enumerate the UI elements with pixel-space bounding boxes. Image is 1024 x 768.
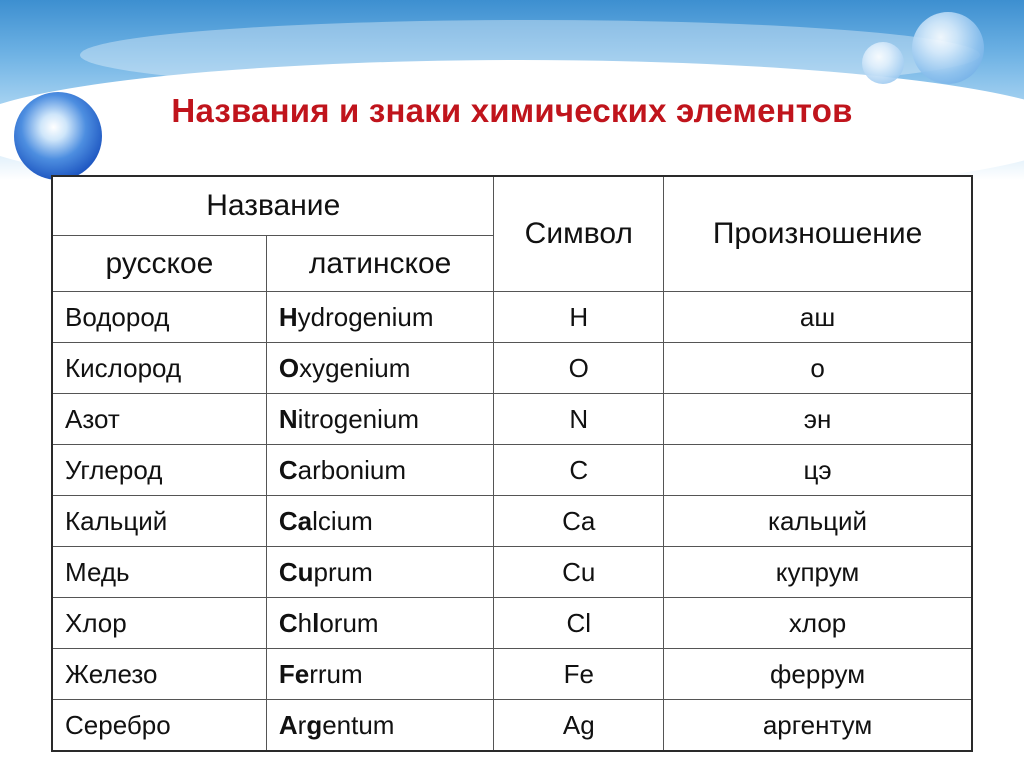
cell-symbol: Fe [494,649,664,700]
header-pronunciation: Произношение [664,176,972,292]
cell-pronunciation: аш [664,292,972,343]
cell-russian-name: Серебро [52,700,266,752]
latin-rest-letters: itrogenium [297,403,420,434]
latin-rest-letters: xygenium [299,352,411,383]
cell-russian-name: Кальций [52,496,266,547]
cell-russian-name: Медь [52,547,266,598]
cell-pronunciation: цэ [664,445,972,496]
cell-pronunciation: хлор [664,598,972,649]
cell-latin-name [266,496,494,547]
cell-latin-name [266,700,494,752]
latin-rest-letters: rrum [309,658,363,689]
latin-symbol-letters: A [278,709,298,740]
cell-symbol: Cu [494,547,664,598]
cell-pronunciation: купрум [664,547,972,598]
cell-latin-name [266,394,494,445]
header-symbol: Символ [494,176,664,292]
cell-pronunciation: о [664,343,972,394]
cell-russian-name: Водород [52,292,266,343]
latin-rest-letters: orum [319,607,379,638]
cell-symbol: Ca [494,496,664,547]
latin-rest-letters: arbonium [297,454,407,485]
table-row [52,292,972,343]
cell-pronunciation: аргентум [664,700,972,752]
header-name: Название [52,176,494,236]
header-russian: русское [52,236,266,292]
latin-rest-letters: entum [322,709,395,740]
table-row [52,700,972,752]
cell-pronunciation: феррум [664,649,972,700]
cell-russian-name: Углерод [52,445,266,496]
cell-russian-name: Железо [52,649,266,700]
latin-rest-letters: ydrogenium [297,301,434,332]
cell-russian-name: Кислород [52,343,266,394]
latin-rest-letters: h [297,607,313,638]
table-row [52,496,972,547]
latin-symbol-letters: g [306,709,323,740]
decorative-orb-right-small [862,42,904,84]
latin-rest-letters: r [297,709,307,740]
cell-latin-name [266,598,494,649]
cell-symbol: Cl [494,598,664,649]
header-row [52,176,972,236]
table-row [52,343,972,394]
cell-symbol: Ag [494,700,664,752]
decorative-orb-right-large [912,12,984,84]
cell-symbol: C [494,445,664,496]
cell-latin-name [266,445,494,496]
latin-symbol-letters: Fe [278,658,310,689]
table-row [52,547,972,598]
cell-pronunciation: эн [664,394,972,445]
cell-pronunciation: кальций [664,496,972,547]
latin-symbol-letters: Cu [278,556,314,587]
header-banner [0,0,1024,180]
cell-latin-name [266,649,494,700]
latin-symbol-letters: Ca [278,505,313,536]
table-body [52,292,972,752]
latin-rest-letters: lcium [312,505,373,536]
latin-symbol-letters: C [278,607,298,638]
cell-latin-name [266,547,494,598]
table-row [52,598,972,649]
cell-symbol: O [494,343,664,394]
header-latin: латинское [266,236,494,292]
table-row [52,649,972,700]
table-row [52,445,972,496]
slide-title: Названия и знаки химических элементов [171,92,853,129]
latin-symbol-letters: l [312,607,320,638]
cell-symbol: N [494,394,664,445]
cell-latin-name [266,343,494,394]
latin-symbol-letters: H [278,301,298,332]
table-row [52,394,972,445]
cell-latin-name [266,292,494,343]
cell-symbol: H [494,292,664,343]
latin-symbol-letters: O [278,352,300,383]
elements-table [51,175,973,752]
cell-russian-name: Азот [52,394,266,445]
latin-symbol-letters: N [278,403,298,434]
cell-russian-name: Хлор [52,598,266,649]
latin-rest-letters: prum [313,556,373,587]
latin-symbol-letters: C [278,454,298,485]
